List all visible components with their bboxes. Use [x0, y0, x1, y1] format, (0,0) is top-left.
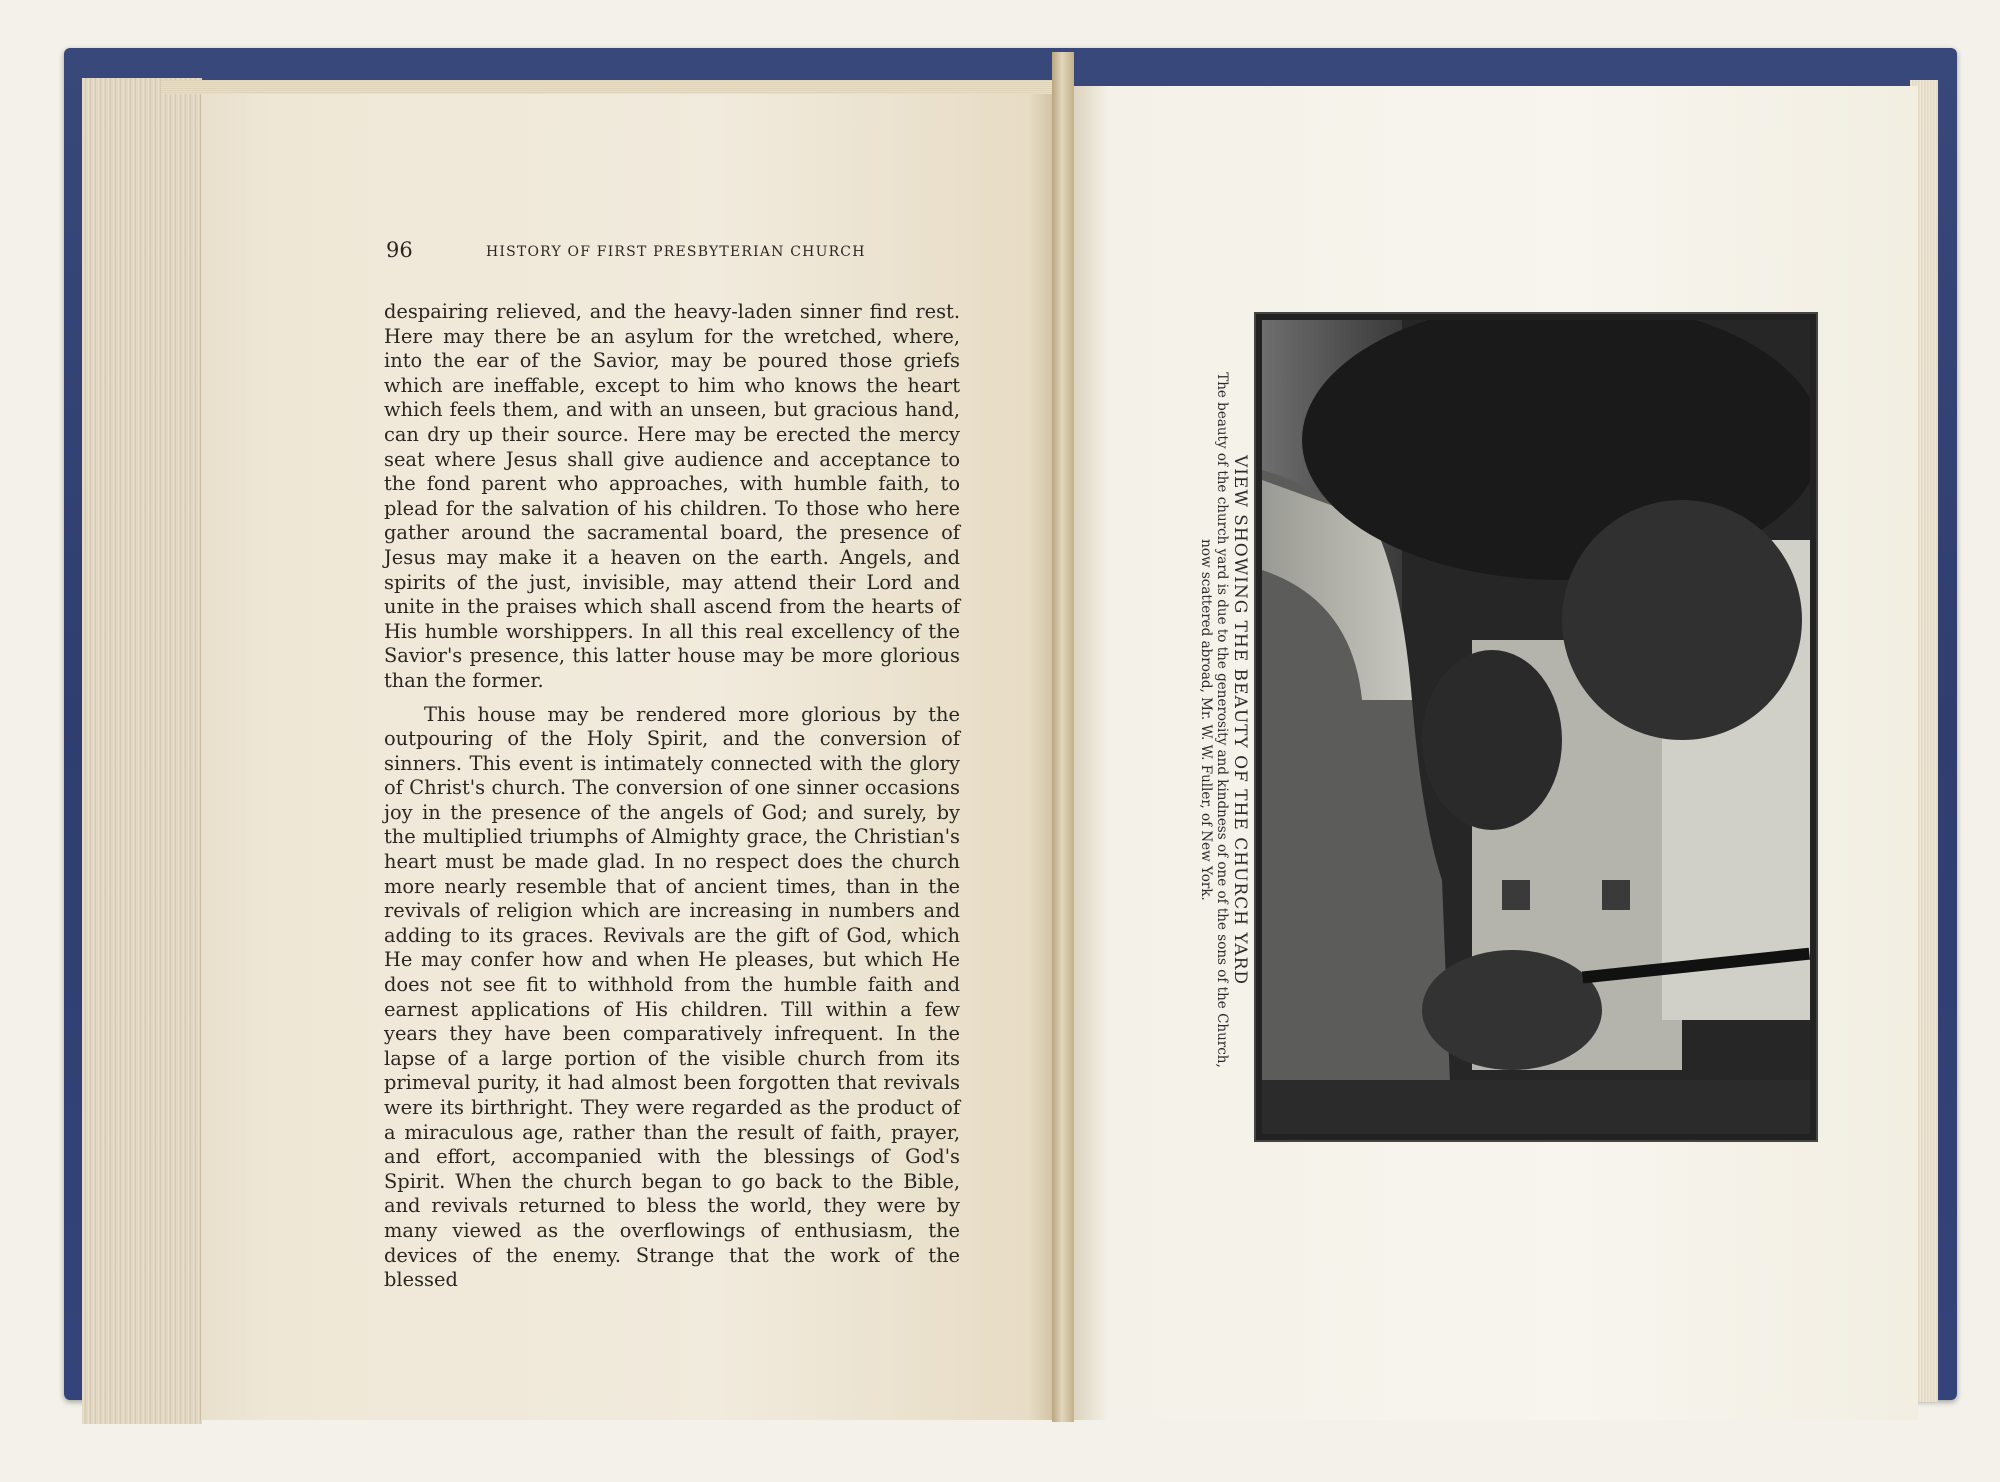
paragraph-2: This house may be rendered more glorious by the outpouring of the Holy Spirit, and the conversion of sinners. This event is intimately connected with the glory of Christ's church. The conversion of one sinner occasions joy in the presence of the angels of God; and surely, by the multiplied triumphs of Almighty grace, the Christian's heart must be made glad. In no respect does the church more nearly resemble that of ancient times, than in the revivals of religion which are increasing in numbers and adding to its graces. Revivals are the gift of God, which He may confer how and when He pleases, but which He does not see fit to withhold from the humble faith and earnest applications of His children. Till within a few years they have been comparatively infrequent. In the lapse of a large portion of the visible church from its primeval purity, it had almost been forgotten that revivals were its birthright. They were regarded as the product of a miraculous age, rather than the result of faith, prayer, and effort, accompanied with the blessings of God's Spirit. When the church began to go back to the Bible, and revivals returned to bless the world, they were by many viewed as the overflowings of enthusiasm, the devices of the enemy. Strange that the work of the blessed	[384, 702, 960, 1292]
running-head: HISTORY OF FIRST PRESBYTERIAN CHURCH	[486, 244, 866, 260]
body-text	[384, 300, 960, 1302]
plate-caption	[1190, 330, 1250, 1110]
page-edges-left	[82, 78, 202, 1424]
church-yard-photo	[1254, 312, 1818, 1142]
photo-image	[1262, 320, 1810, 1134]
caption-rotated	[1190, 330, 1250, 1110]
caption-title: VIEW SHOWING THE BEAUTY OF THE CHURCH YARD	[1230, 454, 1250, 986]
caption-line-2: now scattered abroad, Mr. W. W. Fuller, of New York.	[1198, 539, 1214, 901]
caption-line-1: The beauty of the church yard is due to the generosity and kindness of one of the sons of the Church,	[1214, 372, 1230, 1068]
page-header	[386, 238, 986, 268]
page-number: 96	[386, 238, 413, 262]
photo-illustration	[1262, 320, 1810, 1134]
page-top-edges	[161, 80, 1061, 94]
book-gutter	[1052, 52, 1074, 1422]
paragraph-1: despairing relieved, and the heavy-laden sinner find rest. Here may there be an asylum for the wretched, where, into the ear of the Savior, may be poured those griefs which are ineffable, except to him who knows the heart which feels them, and with an unseen, but gracious hand, can dry up their source. Here may be erected the mercy seat where Jesus shall give audience and acceptance to the fond parent who approaches, with humble faith, to plead for the salvation of his children. To those who here gather around the sacramental board, the presence of Jesus may make it a heaven on the earth. Angels, and spirits of the just, invisible, may attend their Lord and unite in the praises which shall ascend from the hearts of His humble worshippers. In all this real excellency of the Savior's presence, this latter house may be more glorious than the former.	[384, 300, 960, 692]
